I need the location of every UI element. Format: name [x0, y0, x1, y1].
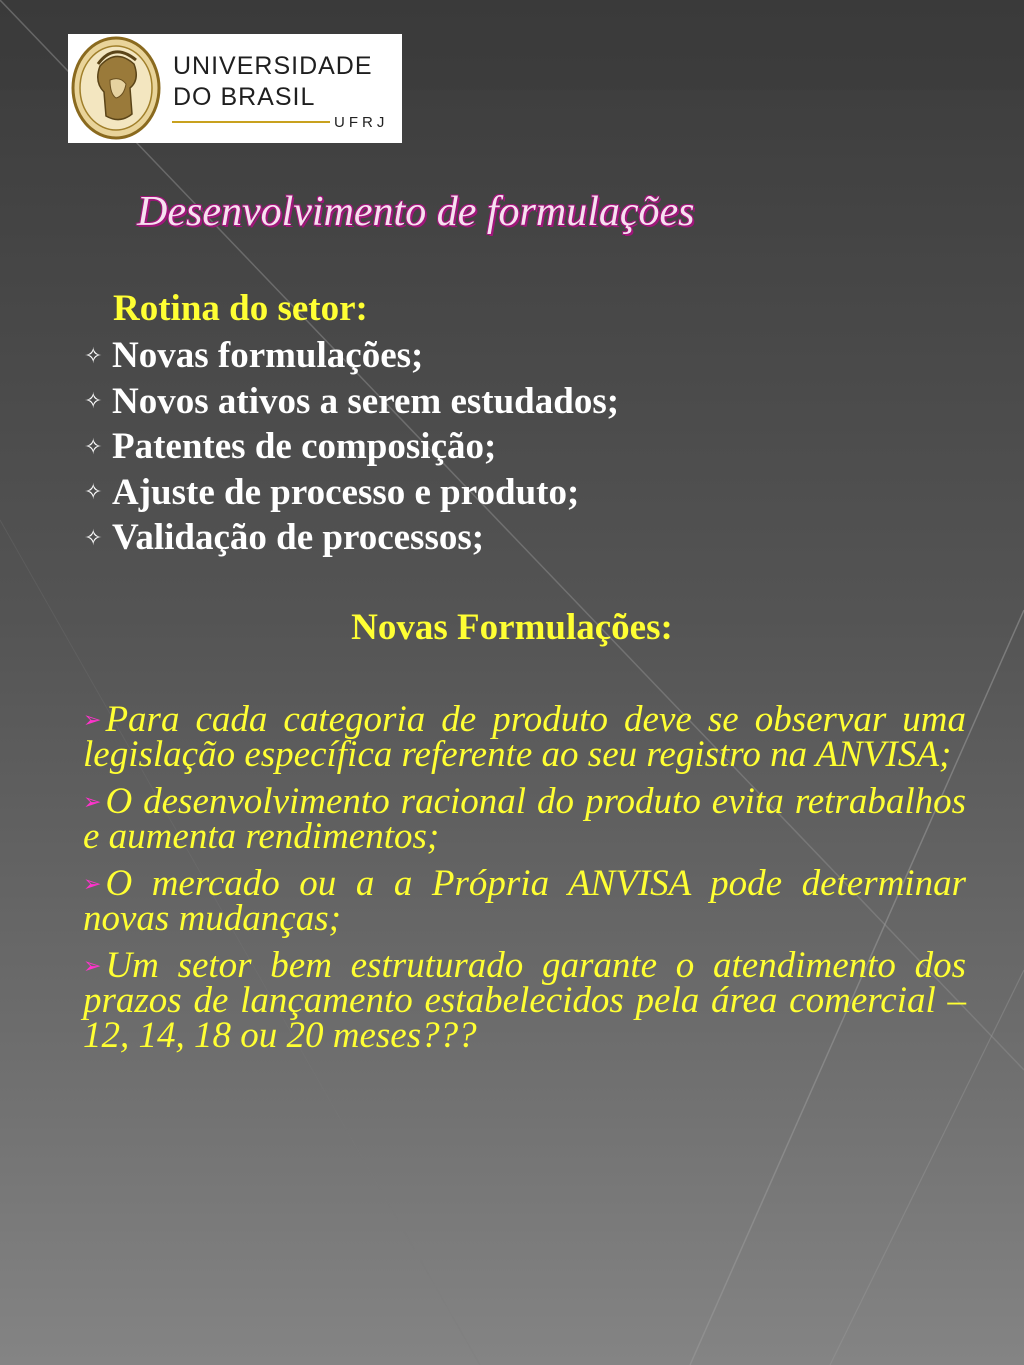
list-item-text: Novas formulações;: [112, 335, 424, 377]
list-item: [84, 470, 619, 516]
four-point-star-icon: ✧: [84, 524, 103, 550]
rotina-heading: Rotina do setor:: [113, 288, 368, 329]
list-item: [84, 379, 619, 425]
four-point-star-icon: ✧: [84, 479, 103, 505]
paragraph-text: Para cada categoria de produto deve se observar uma legislação específica referente ao seu registro na ANVISA;: [83, 699, 966, 775]
paragraph-item: [83, 945, 966, 1056]
four-point-star-icon: ✧: [84, 433, 103, 459]
paragraph-item: [83, 699, 966, 775]
logo-line-1: UNIVERSIDADE: [173, 52, 373, 80]
paragraph-list: [83, 699, 966, 1065]
arrowhead-icon: ➢: [83, 789, 102, 814]
paragraph-text: O desenvolvimento racional do produto evita retrabalhos e aumenta rendimentos;: [83, 781, 966, 857]
logo-subline: UFRJ: [334, 114, 389, 131]
paragraph-text: O mercado ou a a Própria ANVISA pode determinar novas mudanças;: [83, 863, 966, 939]
list-item: [84, 515, 619, 561]
list-item: [84, 424, 619, 470]
novas-formulacoes-heading: Novas Formulações:: [351, 607, 673, 648]
list-item-text: Ajuste de processo e produto;: [112, 471, 580, 513]
slide-title: Desenvolvimento de formulações: [137, 189, 695, 235]
paragraph-text: Um setor bem estruturado garante o atendimento dos prazos de lançamento estabelecidos pela área comercial – 12, 14, 18 ou 20 meses???: [83, 945, 966, 1056]
paragraph-item: [83, 863, 966, 939]
four-point-star-icon: ✧: [84, 388, 103, 414]
list-item: [84, 333, 619, 379]
rotina-list: [84, 333, 619, 561]
university-logo: [68, 34, 402, 143]
arrowhead-icon: ➢: [83, 707, 102, 732]
list-item-text: Patentes de composição;: [112, 426, 497, 468]
paragraph-item: [83, 781, 966, 857]
four-point-star-icon: ✧: [84, 342, 103, 368]
minerva-seal-icon: [70, 36, 162, 141]
arrowhead-icon: ➢: [83, 871, 102, 896]
arrowhead-icon: ➢: [83, 953, 102, 978]
logo-rule: [172, 121, 330, 123]
list-item-text: Validação de processos;: [112, 517, 485, 559]
logo-line-2: DO BRASIL: [173, 83, 316, 111]
list-item-text: Novos ativos a serem estudados;: [112, 380, 620, 422]
